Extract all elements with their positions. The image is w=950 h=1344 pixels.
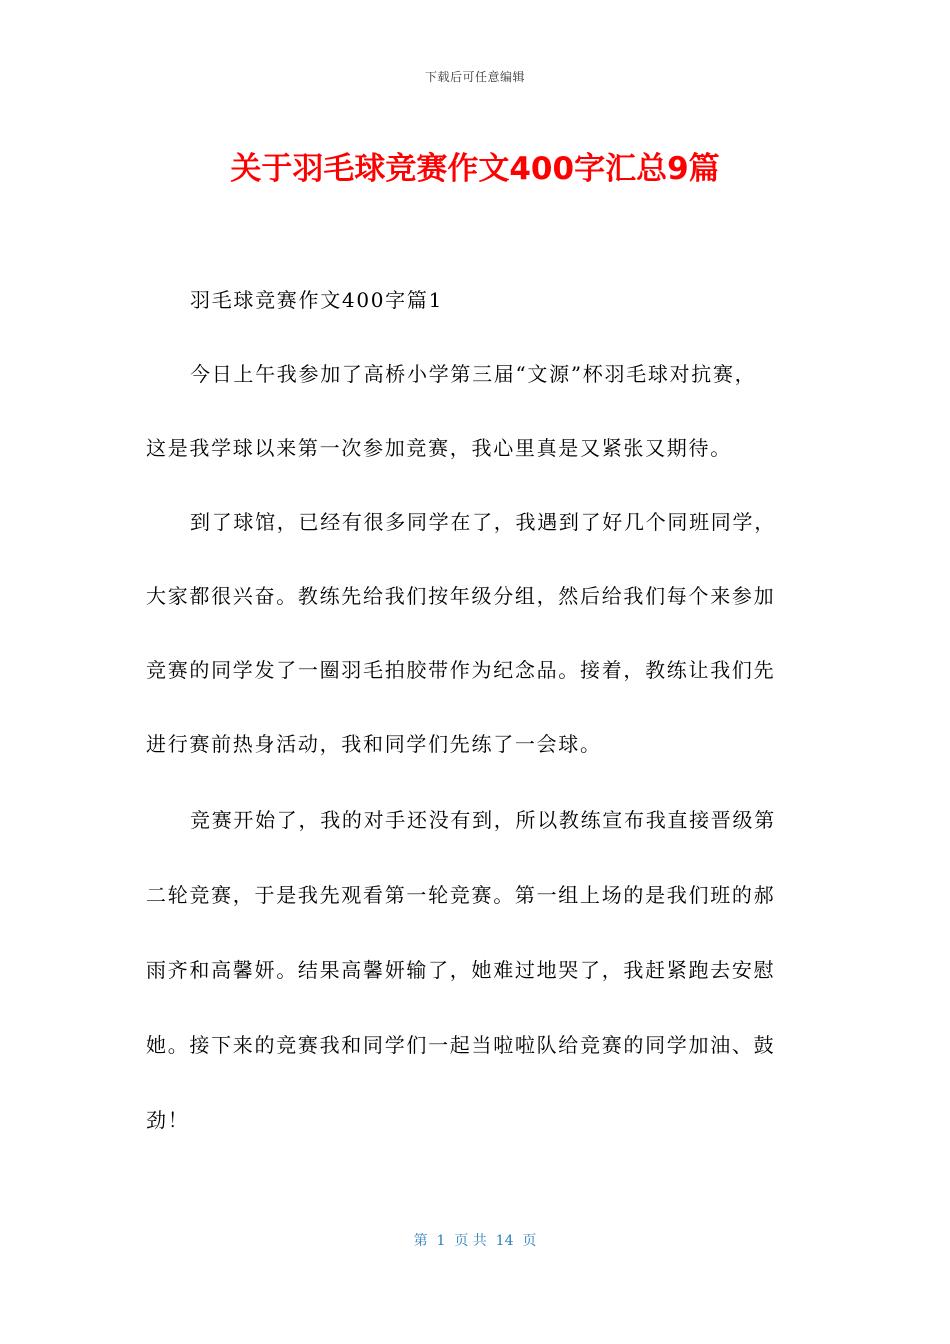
paragraph-line: 竞赛开始了，我的对手还没有到，所以教练宣布我直接晋级第 <box>190 808 776 832</box>
document-title: 关于羽毛球竞赛作文400字汇总9篇 <box>230 151 720 187</box>
paragraph-line: 竞赛的同学发了一圈羽毛拍胶带作为纪念品。接着，教练让我们先 <box>146 658 776 682</box>
paragraph-line: 今日上午我参加了高桥小学第三届“文源”杯羽毛球对抗赛， <box>190 362 757 386</box>
paragraph-line: 大家都很兴奋。教练先给我们按年级分组，然后给我们每个来参加 <box>146 584 776 608</box>
paragraph-line: 这是我学球以来第一次参加竞赛，我心里真是又紧张又期待。 <box>146 436 732 460</box>
section-heading: 羽毛球竞赛作文400字篇1 <box>190 288 443 312</box>
header-note: 下载后可任意编辑 <box>424 70 525 84</box>
page-footer: 第 1 页 共 14 页 <box>413 1233 537 1249</box>
paragraph-line: 到了球馆，已经有很多同学在了，我遇到了好几个同班同学， <box>190 510 776 534</box>
paragraph-line: 她。接下来的竞赛我和同学们一起当啦啦队给竞赛的同学加油、鼓 <box>146 1033 776 1057</box>
paragraph-line: 进行赛前热身活动，我和同学们先练了一会球。 <box>146 732 602 756</box>
paragraph-line: 劲！ <box>146 1108 190 1132</box>
paragraph-line: 雨齐和高馨妍。结果高馨妍输了，她难过地哭了，我赶紧跑去安慰 <box>146 958 776 982</box>
paragraph-line: 二轮竞赛，于是我先观看第一轮竞赛。第一组上场的是我们班的郝 <box>146 883 776 907</box>
